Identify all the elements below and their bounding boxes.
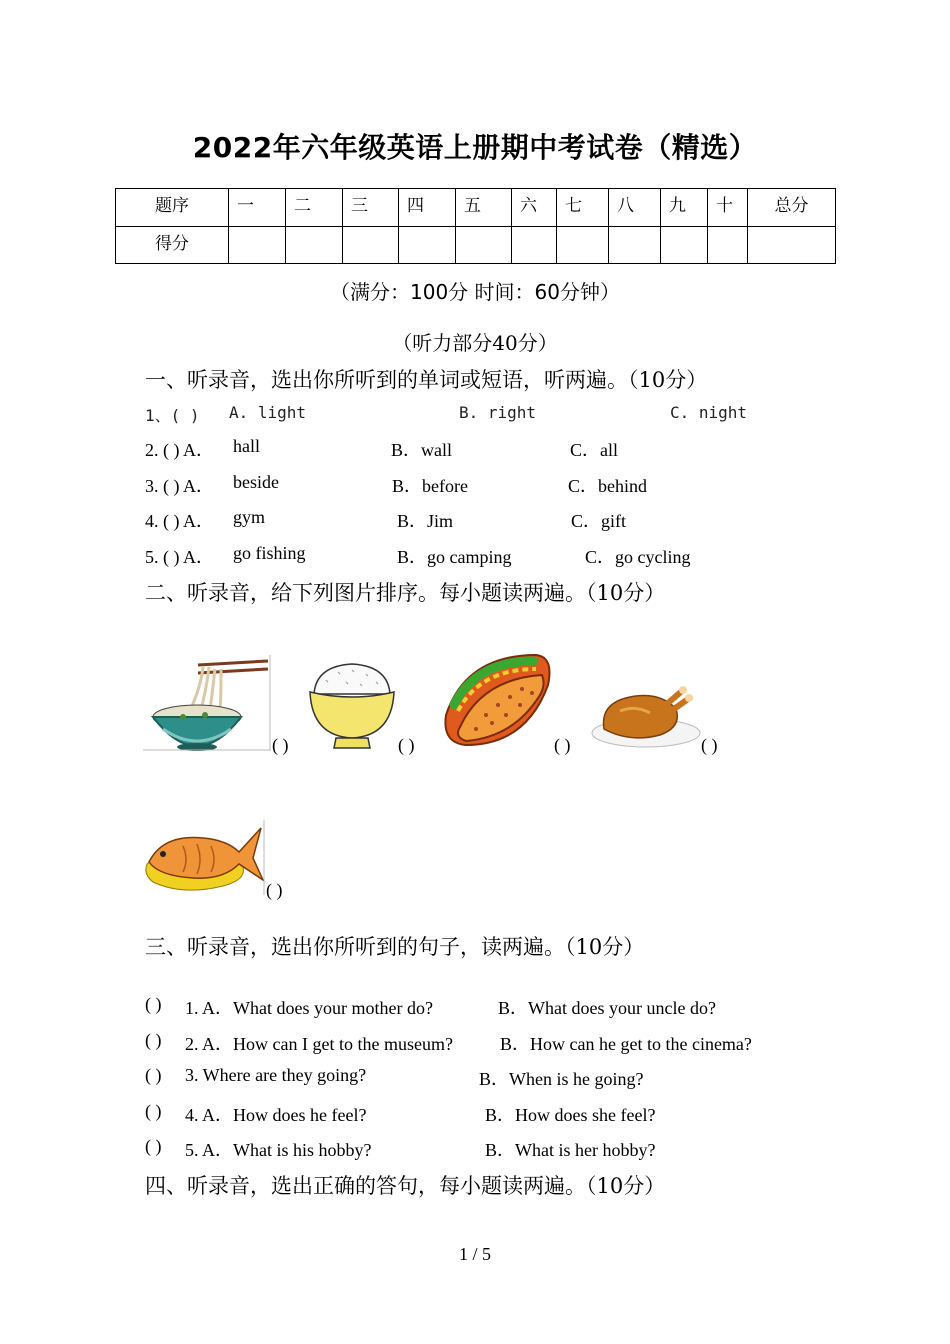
score-cell[interactable] [557,226,609,264]
answer-blank[interactable]: ( ) [145,1136,162,1156]
score-table [115,188,836,264]
roast-chicken-icon [590,683,702,749]
rice-bowl-icon [306,658,398,752]
score-cell[interactable] [456,226,512,264]
score-cell[interactable] [343,226,399,264]
answer-blank[interactable]: ( ) [145,1065,162,1085]
s3-q3-option-b: B．When is he going? [479,1069,644,1089]
section3-heading: 三、听录音，选出你所听到的句子，读两遍。（10分） [145,935,645,959]
answer-blank[interactable]: ( ) [145,994,162,1014]
s3-q5-option-b: B．What is her hobby? [485,1140,656,1160]
fish-icon [143,820,265,896]
score-cell[interactable] [229,226,286,264]
s3-q4-option-a: 4. A．How does he feel? [185,1105,367,1125]
table-header-cell: 一 [229,189,286,227]
q2-option-b: B．wall [391,440,452,460]
noodles-icon [143,655,271,751]
q5-option-c: C．go cycling [585,547,691,567]
q4-option-b: B．Jim [397,511,454,531]
score-cell[interactable] [609,226,661,264]
table-header-cell: 四 [399,189,456,227]
answer-blank[interactable]: ( ) [145,1101,162,1121]
hot-dog-icon [436,645,554,751]
exam-info: （满分：100分 时间：60分钟） [330,280,620,304]
s3-q1-option-b: B．What does your uncle do? [498,998,716,1018]
q1-number: 1、( ) [145,406,200,425]
q3-option-a: beside [233,472,279,492]
q3-option-c: C．behind [568,476,647,496]
answer-blank[interactable]: ( ) [554,735,571,755]
page-number: 1 / 5 [458,1244,491,1264]
table-header-cell: 二 [286,189,343,227]
s3-q3-option-a: 3. Where are they going? [185,1065,367,1085]
s3-q1-option-a: 1. A．What does your mother do? [185,998,433,1018]
table-header-cell: 五 [456,189,512,227]
table-header-cell: 八 [609,189,661,227]
score-row-label: 得分 [116,226,229,264]
q4-option-a: gym [233,507,266,527]
q4-number: 4. ( ) A． [145,511,214,531]
answer-blank[interactable]: ( ) [266,880,283,900]
q5-option-a: go fishing [233,543,306,563]
table-header-cell: 总分 [748,189,836,227]
q1-option-b: B. right [459,403,537,422]
section4-heading: 四、听录音，选出正确的答句，每小题读两遍。（10分） [145,1174,666,1198]
answer-blank[interactable]: ( ) [145,1030,162,1050]
q1-option-c: C. night [670,403,748,422]
score-cell[interactable] [512,226,557,264]
q4-option-c: C．gift [571,511,627,531]
q3-option-b: B．before [392,476,468,496]
table-header-cell: 九 [661,189,708,227]
listening-header: （听力部分40分） [392,331,558,355]
answer-blank[interactable]: ( ) [272,735,289,755]
section2-heading: 二、听录音，给下列图片排序。每小题读两遍。（10分） [145,581,666,605]
table-header-cell: 题序 [116,189,229,227]
s3-q2-option-b: B．How can he get to the cinema? [500,1034,752,1054]
table-header-cell: 十 [708,189,748,227]
score-cell[interactable] [286,226,343,264]
q2-option-c: C．all [570,440,618,460]
table-header-cell: 六 [512,189,557,227]
s3-q4-option-b: B．How does she feel? [485,1105,656,1125]
q1-option-a: A. light [229,403,307,422]
q2-option-a: hall [233,436,260,456]
score-cell[interactable] [708,226,748,264]
score-cell[interactable] [661,226,708,264]
q5-option-b: B．go camping [397,547,512,567]
page-title: 2022年六年级英语上册期中考试卷（精选） [192,131,758,164]
answer-blank[interactable]: ( ) [398,735,415,755]
q5-number: 5. ( ) A． [145,547,214,567]
q3-number: 3. ( ) A． [145,476,214,496]
q2-number: 2. ( ) A． [145,440,214,460]
table-header-cell: 三 [343,189,399,227]
s3-q5-option-a: 5. A．What is his hobby? [185,1140,372,1160]
score-cell[interactable] [748,226,836,264]
score-cell[interactable] [399,226,456,264]
s3-q2-option-a: 2. A．How can I get to the museum? [185,1034,453,1054]
section1-heading: 一、听录音，选出你所听到的单词或短语，听两遍。（10分） [145,368,708,392]
answer-blank[interactable]: ( ) [701,735,718,755]
table-header-cell: 七 [557,189,609,227]
